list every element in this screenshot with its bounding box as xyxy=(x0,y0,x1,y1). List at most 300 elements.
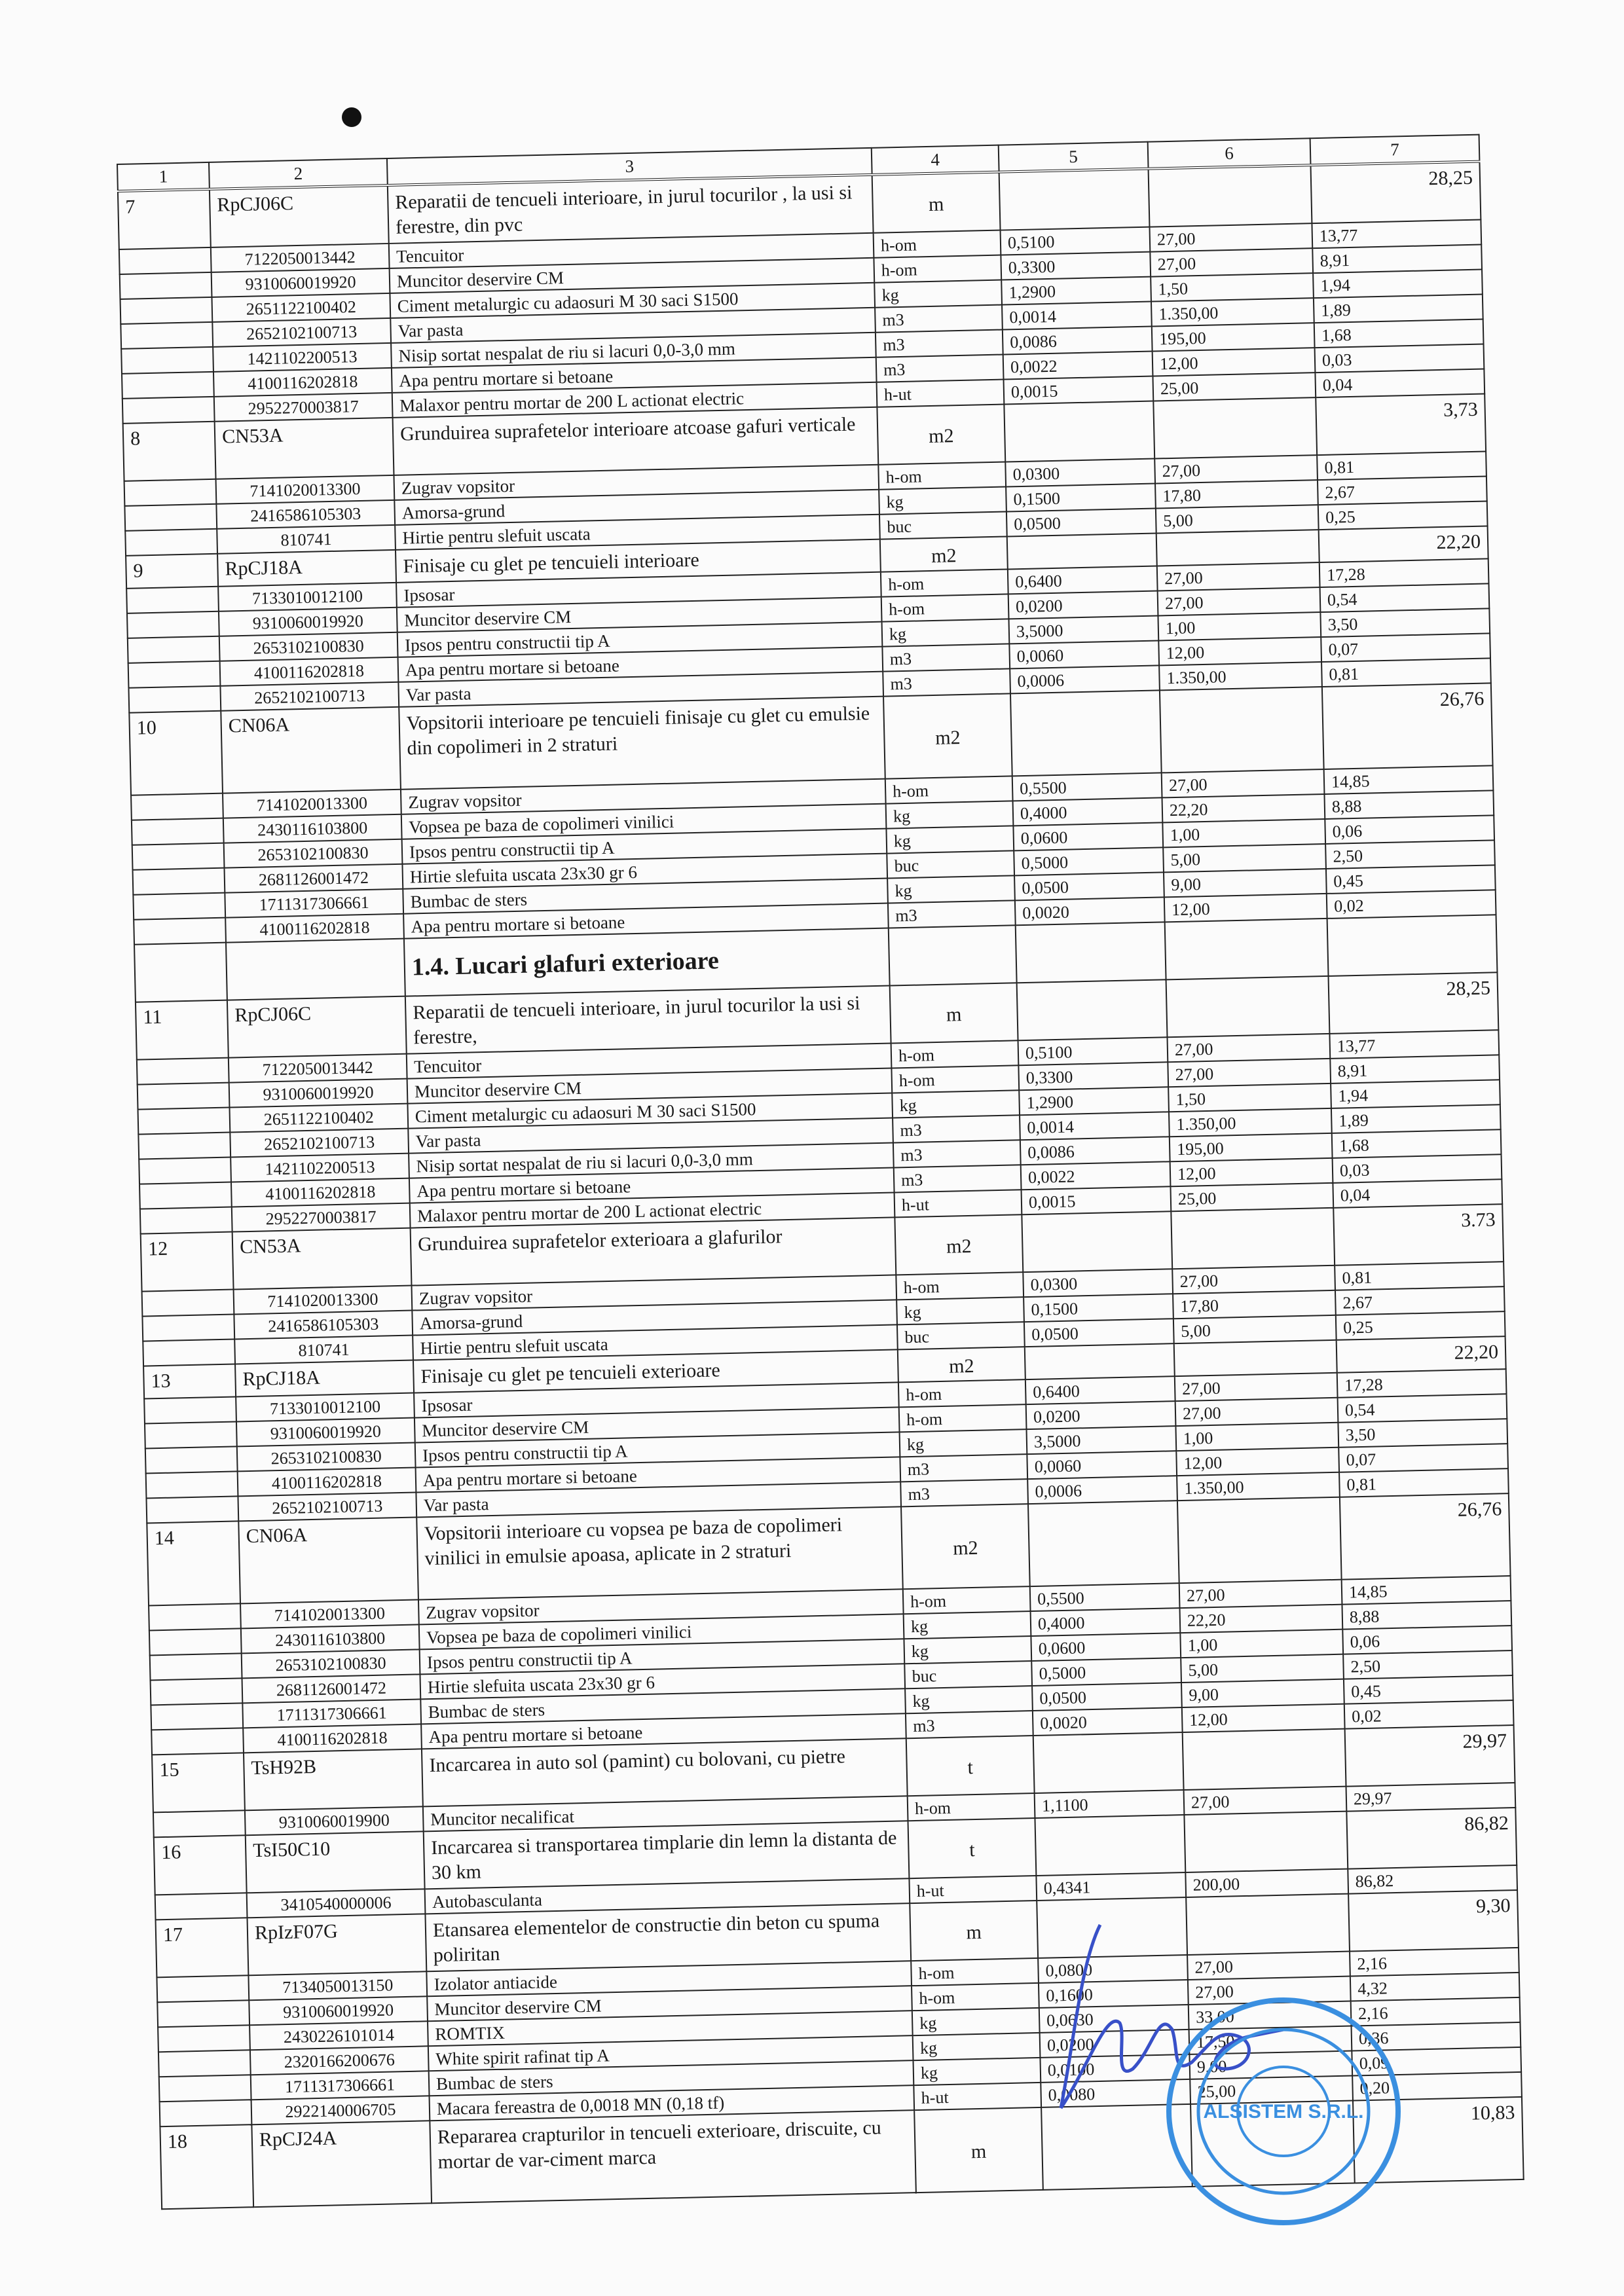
resource-unit: kg xyxy=(913,2058,1041,2085)
empty-cell xyxy=(1160,687,1324,773)
resource-name: Muncitor necalificat xyxy=(423,1796,908,1831)
item-code: RpCJ18A xyxy=(235,1360,414,1397)
item-total: 28,25 xyxy=(1329,972,1499,1034)
item-unit: t xyxy=(908,1818,1037,1878)
resource-value: 2,16 xyxy=(1350,1948,1519,1977)
item-unit: t xyxy=(906,1736,1035,1796)
resource-code: 2652102100713 xyxy=(212,318,391,347)
empty-cell xyxy=(1149,165,1312,227)
resource-code: 2653102100830 xyxy=(242,1649,420,1678)
empty-cell xyxy=(1035,1815,1185,1876)
resource-unit: h-om xyxy=(896,1272,1024,1300)
resource-value: 2,50 xyxy=(1325,840,1495,869)
empty-cell xyxy=(1184,1812,1348,1872)
resource-price: 12,00 xyxy=(1182,1704,1345,1732)
resource-unit: h-ut xyxy=(877,380,1005,407)
empty-cell xyxy=(120,322,213,349)
empty-cell xyxy=(143,1339,235,1366)
resource-code: 7133010012100 xyxy=(218,583,397,611)
empty-cell xyxy=(1022,1211,1172,1272)
resource-unit: m3 xyxy=(888,900,1016,928)
resource-quantity: 0,5100 xyxy=(1018,1037,1168,1065)
empty-cell xyxy=(119,247,212,274)
item-code: TsI50C10 xyxy=(246,1831,425,1893)
item-code: RpCJ06C xyxy=(227,996,407,1058)
item-unit: m xyxy=(910,1901,1038,1961)
resource-quantity: 0,0500 xyxy=(1014,872,1164,900)
resource-name: Muncitor deservire CM xyxy=(397,597,882,632)
punch-hole xyxy=(342,107,361,127)
resource-price: 1.350,00 xyxy=(1177,1472,1340,1501)
empty-cell xyxy=(149,1628,242,1655)
resource-unit: kg xyxy=(874,280,1002,308)
empty-cell xyxy=(889,925,1017,985)
resource-value: 1,94 xyxy=(1313,270,1483,299)
resource-name: Apa pentru mortare si betoane xyxy=(421,1713,906,1749)
resource-unit: kg xyxy=(905,1686,1033,1713)
empty-cell xyxy=(153,1810,246,1837)
resource-name: Malaxor pentru mortar de 200 L actionat electric xyxy=(410,1192,895,1228)
empty-cell xyxy=(158,2025,250,2052)
resource-price: 195,00 xyxy=(1152,323,1315,351)
resource-value: 0,25 xyxy=(1336,1311,1505,1340)
resource-quantity: 0,0022 xyxy=(1003,352,1153,380)
resource-unit: h-ut xyxy=(909,1876,1037,1903)
column-number: 7 xyxy=(1310,135,1480,166)
resource-code: 7141020013300 xyxy=(240,1599,419,1628)
resource-name: Var pasta xyxy=(408,1118,893,1153)
column-number: 5 xyxy=(999,142,1149,172)
resource-price: 9,00 xyxy=(1164,869,1327,897)
column-number: 2 xyxy=(209,158,388,189)
resource-code: 7141020013300 xyxy=(234,1286,413,1315)
item-total: 9,30 xyxy=(1348,1890,1519,1952)
empty-cell xyxy=(1004,401,1154,462)
resource-code: 4100116202818 xyxy=(225,914,404,943)
item-number: 10 xyxy=(129,711,223,795)
resource-price: 17,80 xyxy=(1155,480,1318,508)
resource-quantity: 0,0600 xyxy=(1013,822,1163,850)
resource-quantity: 0,0500 xyxy=(1024,1319,1174,1347)
empty-cell xyxy=(127,611,219,638)
resource-code: 7122050013442 xyxy=(211,244,390,272)
resource-code: 2430226101014 xyxy=(249,2021,428,2050)
resource-name: Nisip sortat nespalat de riu si lacuri 0,0-3,0 mm xyxy=(409,1142,894,1178)
resource-price: 27,00 xyxy=(1157,562,1320,591)
item-unit: m xyxy=(914,2107,1043,2193)
resource-price: 22,20 xyxy=(1180,1605,1343,1633)
resource-price: 1.350,00 xyxy=(1169,1108,1332,1137)
resource-name: Bumbac de sters xyxy=(420,1688,906,1724)
empty-cell xyxy=(133,893,225,920)
empty-cell xyxy=(134,918,226,945)
empty-cell xyxy=(1025,1343,1175,1379)
resource-code: 1711317306661 xyxy=(242,1699,421,1728)
resource-code: 7122050013442 xyxy=(229,1054,407,1083)
resource-quantity: 0,0200 xyxy=(1026,1401,1176,1429)
resource-value: 0,45 xyxy=(1326,865,1496,894)
item-description: Incarcarea si transportarea timplarie din lemn la distanta de 30 km xyxy=(424,1821,910,1889)
item-number: 15 xyxy=(152,1753,245,1812)
empty-cell xyxy=(145,1421,237,1448)
resource-price: 27,00 xyxy=(1168,1059,1331,1087)
resource-price: 22,20 xyxy=(1162,794,1325,822)
resource-quantity: 1,1100 xyxy=(1035,1790,1185,1818)
resource-value: 0,81 xyxy=(1335,1262,1504,1290)
resource-name: Zugrav vopsitor xyxy=(401,779,886,814)
empty-cell xyxy=(1010,690,1162,776)
item-unit: m2 xyxy=(901,1504,1030,1589)
item-code: CN06A xyxy=(238,1517,418,1603)
resource-name: Tencuitor xyxy=(389,233,874,268)
resource-price: 1.350,00 xyxy=(1151,298,1314,326)
resource-quantity: 0,0800 xyxy=(1038,1955,1188,1983)
resource-name: Zugrav vopsitor xyxy=(411,1275,896,1310)
resource-name: Nisip sortat nespalat de riu si lacuri 0,0-3,0 mm xyxy=(391,333,876,368)
resource-quantity: 0,0086 xyxy=(1003,327,1153,355)
item-code: RpCJ06C xyxy=(210,185,389,247)
resource-name: Bumbac de sters xyxy=(429,2060,914,2096)
resource-quantity: 0,0014 xyxy=(1002,302,1152,330)
resource-unit: m3 xyxy=(882,644,1010,671)
resource-name: Apa pentru mortare si betoane xyxy=(409,1167,895,1203)
empty-cell xyxy=(146,1496,238,1523)
resource-unit: h-ut xyxy=(895,1190,1022,1217)
empty-cell xyxy=(139,1182,232,1209)
resource-name: Vopsea pe baza de copolimeri vinilici xyxy=(401,804,887,839)
estimate-sheet xyxy=(117,134,1523,2210)
resource-value: 1,89 xyxy=(1314,295,1483,323)
resource-quantity: 0,4000 xyxy=(1013,797,1163,826)
empty-cell xyxy=(151,1678,243,1705)
resource-name: Muncitor deservire CM xyxy=(427,1986,912,2021)
item-unit: m2 xyxy=(895,1214,1023,1275)
resource-code: 7134050013150 xyxy=(248,1971,427,2000)
item-unit: m2 xyxy=(898,1347,1025,1382)
resource-quantity: 0,1600 xyxy=(1039,1980,1189,2008)
resource-quantity: 0,5000 xyxy=(1031,1658,1181,1686)
empty-cell xyxy=(158,2050,251,2077)
empty-cell xyxy=(144,1396,236,1423)
resource-quantity: 0,0006 xyxy=(1027,1476,1177,1504)
resource-code: 2681126001472 xyxy=(242,1674,421,1703)
resource-price: 200,00 xyxy=(1185,1869,1348,1897)
item-unit: m2 xyxy=(880,536,1008,572)
resource-name: Zugrav vopsitor xyxy=(418,1589,904,1624)
resource-code: 2652102100713 xyxy=(220,682,399,711)
resource-code: 4100116202818 xyxy=(213,368,392,397)
item-code: RpCJ24A xyxy=(251,2121,432,2207)
item-number: 13 xyxy=(143,1364,236,1398)
resource-name: Muncitor deservire CM xyxy=(415,1407,900,1442)
resource-unit: buc xyxy=(904,1661,1032,1688)
resource-value: 29,97 xyxy=(1346,1783,1516,1812)
resource-name: Hirtie pentru slefuit uscata xyxy=(395,515,880,550)
resource-code: 9310060019900 xyxy=(245,1806,424,1835)
resource-quantity: 0,0200 xyxy=(1040,2030,1190,2058)
resource-unit: kg xyxy=(892,1090,1020,1118)
empty-cell xyxy=(151,1728,244,1755)
resource-code: 1711317306661 xyxy=(251,2071,430,2100)
resource-unit: m3 xyxy=(875,305,1003,333)
item-total: 28,25 xyxy=(1310,162,1481,224)
empty-cell xyxy=(120,272,212,299)
empty-cell xyxy=(132,843,225,870)
resource-code: 1711317306661 xyxy=(225,889,403,918)
item-total: 3,73 xyxy=(1316,394,1486,456)
resource-unit: kg xyxy=(896,1297,1024,1324)
resource-unit: buc xyxy=(879,511,1007,539)
item-description: Vopsitorii interioare cu vopsea pe baza de copolimeri vinilici in emulsie apoasa, aplicate in 2 straturi xyxy=(416,1506,903,1599)
resource-value: 0,06 xyxy=(1325,815,1494,844)
empty-cell xyxy=(125,529,217,556)
resource-name: Amorsa-grund xyxy=(412,1300,897,1335)
resource-price: 5,00 xyxy=(1181,1654,1344,1683)
empty-cell xyxy=(1033,1732,1184,1793)
resource-value: 0,45 xyxy=(1344,1675,1513,1704)
resource-value: 0,03 xyxy=(1315,344,1485,373)
resource-code: 3410540000006 xyxy=(247,1889,426,1918)
resource-name: Malaxor pentru mortar de 200 L actionat electric xyxy=(392,382,877,418)
resource-unit: m3 xyxy=(906,1711,1033,1738)
resource-unit: h-om xyxy=(874,255,1001,283)
resource-quantity: 0,0500 xyxy=(1032,1683,1182,1711)
resource-name: Hirtie slefuita uscata 23x30 gr 6 xyxy=(420,1664,905,1699)
empty-cell xyxy=(149,1603,241,1630)
resource-name: White spirit rafinat tip A xyxy=(428,2035,913,2071)
resource-unit: h-om xyxy=(874,230,1001,258)
item-code: CN53A xyxy=(232,1228,412,1290)
resource-name: Ipsosar xyxy=(396,572,881,608)
resource-quantity: 0,1500 xyxy=(1024,1294,1173,1322)
empty-cell xyxy=(138,1083,230,1110)
resource-unit: buc xyxy=(887,850,1014,878)
resource-quantity: 0,0020 xyxy=(1033,1707,1183,1736)
empty-cell xyxy=(121,347,213,374)
resource-unit: h-om xyxy=(898,1379,1026,1407)
resource-price: 27,00 xyxy=(1184,1787,1347,1815)
item-description: Vopsitorii interioare pe tencuieli finisaje cu glet cu emulsie din copolimeri in 2 straturi xyxy=(399,697,885,790)
resource-name: Muncitor deservire CM xyxy=(407,1068,893,1104)
resource-unit: kg xyxy=(904,1636,1031,1664)
estimate-table xyxy=(117,134,1524,2210)
empty-cell xyxy=(128,636,220,663)
resource-price: 1,50 xyxy=(1151,273,1314,301)
resource-price: 1,00 xyxy=(1162,819,1325,847)
empty-cell xyxy=(134,943,227,1002)
resource-quantity: 0,0500 xyxy=(1006,509,1156,537)
resource-price: 27,00 xyxy=(1175,1373,1338,1401)
empty-cell xyxy=(1171,1208,1335,1269)
resource-price: 9,00 xyxy=(1189,2051,1352,2079)
item-description: Grunduirea suprafetelor exterioara a glafurilor xyxy=(411,1217,896,1285)
resource-value: 4,32 xyxy=(1350,1973,1520,2001)
item-unit: m2 xyxy=(883,693,1012,778)
empty-cell xyxy=(137,1058,229,1085)
resource-code: 2430116103800 xyxy=(241,1624,420,1653)
resource-quantity: 1,2900 xyxy=(1001,277,1151,305)
resource-value: 0,81 xyxy=(1339,1468,1509,1497)
resource-unit: buc xyxy=(897,1322,1025,1349)
resource-name: Apa pentru mortare si betoane xyxy=(403,903,889,939)
empty-cell xyxy=(126,587,219,613)
item-code: CN53A xyxy=(215,418,394,479)
item-number: 16 xyxy=(154,1835,247,1895)
resource-quantity: 1,2900 xyxy=(1019,1087,1169,1115)
resource-value: 3,50 xyxy=(1320,608,1490,637)
empty-cell xyxy=(1183,1729,1346,1790)
resource-name: Var pasta xyxy=(416,1482,901,1517)
resource-value: 0,07 xyxy=(1338,1444,1508,1472)
resource-code: 2430116103800 xyxy=(223,814,402,843)
resource-name: Hirtie slefuita uscata 23x30 gr 6 xyxy=(402,854,887,889)
resource-quantity: 0,3300 xyxy=(1001,252,1151,280)
resource-code: 4100116202818 xyxy=(238,1468,416,1497)
resource-price: 1,00 xyxy=(1175,1423,1338,1451)
resource-quantity: 0,0014 xyxy=(1020,1112,1170,1140)
resource-name: Muncitor deservire CM xyxy=(390,258,875,293)
resource-price: 33,00 xyxy=(1189,2001,1352,2030)
resource-price: 25,00 xyxy=(1153,373,1316,401)
resource-code: 2653102100830 xyxy=(224,839,403,868)
resource-name: ROMTIX xyxy=(428,2011,913,2046)
resource-unit: kg xyxy=(886,826,1014,853)
resource-name: Apa pentru mortare si betoane xyxy=(398,647,883,682)
resource-quantity: 0,5100 xyxy=(1001,227,1151,255)
resource-unit: m3 xyxy=(876,330,1003,357)
resource-value: 0,20 xyxy=(1352,2072,1522,2101)
resource-quantity: 0,1500 xyxy=(1006,484,1156,512)
resource-quantity: 0,6400 xyxy=(1025,1376,1175,1404)
resource-unit: kg xyxy=(904,1611,1031,1639)
item-description: Reparatii de tencueli interioare, in jurul tocurilor , la usi si ferestre, din pvc xyxy=(388,175,874,244)
empty-cell xyxy=(1007,533,1157,569)
empty-cell xyxy=(142,1315,234,1341)
resource-code: 2952270003817 xyxy=(232,1203,411,1232)
empty-cell xyxy=(132,818,224,845)
empty-cell xyxy=(160,2100,252,2126)
item-number: 9 xyxy=(126,554,218,589)
resource-quantity: 0,0086 xyxy=(1020,1137,1170,1165)
company-stamp xyxy=(1159,1990,1408,2232)
empty-cell xyxy=(1153,397,1317,458)
resource-name: Var pasta xyxy=(390,308,876,343)
resource-price: 12,00 xyxy=(1153,348,1316,376)
resource-value: 8,88 xyxy=(1342,1601,1511,1630)
resource-value: 0,04 xyxy=(1315,369,1485,398)
resource-value: 0,02 xyxy=(1327,890,1496,919)
resource-name: Ipsos pentru constructii tip A xyxy=(420,1639,905,1674)
resource-value: 1,89 xyxy=(1331,1104,1501,1133)
resource-unit: m3 xyxy=(900,1479,1028,1506)
resource-quantity: 0,0080 xyxy=(1041,2079,1190,2107)
resource-unit: kg xyxy=(882,619,1010,646)
resource-value: 2,67 xyxy=(1318,476,1487,505)
item-number: 12 xyxy=(141,1232,234,1292)
column-number: 6 xyxy=(1148,138,1311,168)
resource-name: Apa pentru mortare si betoane xyxy=(416,1457,901,1492)
resource-value: 0,25 xyxy=(1318,501,1488,530)
resource-value: 0,06 xyxy=(1342,1626,1512,1654)
resource-price: 12,00 xyxy=(1170,1158,1333,1186)
resource-price: 27,00 xyxy=(1188,1977,1351,2005)
resource-unit: h-om xyxy=(891,1065,1019,1093)
resource-quantity: 3,5000 xyxy=(1027,1426,1177,1454)
resource-price: 25,00 xyxy=(1170,1183,1333,1211)
empty-cell xyxy=(151,1703,243,1730)
resource-name: Ipsos pentru constructii tip A xyxy=(402,829,887,864)
resource-price: 27,00 xyxy=(1172,1266,1335,1294)
resource-value: 3,50 xyxy=(1338,1419,1507,1448)
empty-cell xyxy=(1017,979,1168,1040)
resource-unit: m3 xyxy=(894,1165,1022,1192)
item-code: CN06A xyxy=(221,707,401,793)
resource-code: 2653102100830 xyxy=(237,1443,416,1472)
resource-quantity: 0,5500 xyxy=(1012,773,1162,801)
resource-price: 1,00 xyxy=(1180,1630,1343,1658)
resource-code: 2652102100713 xyxy=(230,1129,409,1157)
empty-cell xyxy=(138,1133,231,1159)
section-heading: 1.4. Lucari glafuri exterioare xyxy=(404,928,890,996)
item-number: 7 xyxy=(118,189,211,249)
resource-quantity: 0,4341 xyxy=(1036,1872,1186,1901)
empty-cell xyxy=(131,793,223,820)
resource-price: 1,00 xyxy=(1158,612,1321,640)
empty-cell xyxy=(150,1653,242,1680)
resource-value: 1,94 xyxy=(1331,1080,1500,1108)
resource-value: 2,67 xyxy=(1335,1286,1505,1315)
item-total: 86,82 xyxy=(1346,1808,1517,1869)
resource-quantity: 0,0015 xyxy=(1022,1186,1172,1214)
resource-code: 2653102100830 xyxy=(219,632,398,661)
resource-value: 0,54 xyxy=(1338,1394,1507,1423)
item-total: 26,76 xyxy=(1340,1493,1511,1580)
resource-value: 17,28 xyxy=(1320,558,1489,587)
item-total: 10,83 xyxy=(1353,2097,1524,2183)
resource-value: 17,28 xyxy=(1337,1369,1507,1398)
resource-quantity: 0,0022 xyxy=(1021,1161,1171,1190)
resource-name: Ipsos pentru constructii tip A xyxy=(397,622,883,657)
resource-name: Macara fereastra de 0,0018 MN (0,18 tf) xyxy=(429,2085,914,2121)
resource-price: 27,00 xyxy=(1175,1398,1338,1426)
resource-unit: kg xyxy=(900,1429,1027,1457)
resource-unit: kg xyxy=(879,486,1006,514)
resource-unit: h-ut xyxy=(913,2083,1041,2110)
resource-name: Ipsosar xyxy=(414,1382,899,1417)
item-description: Incarcarea in auto sol (pamint) cu bolovani, cu pietre xyxy=(422,1738,908,1806)
empty-cell xyxy=(146,1471,238,1498)
resource-value: 13,77 xyxy=(1312,220,1481,249)
resource-code: 9310060019920 xyxy=(236,1418,415,1447)
resource-price: 27,00 xyxy=(1179,1580,1342,1608)
resource-code: 2320166200676 xyxy=(250,2046,429,2075)
resource-value: 0,03 xyxy=(1333,1154,1502,1183)
resource-price: 27,00 xyxy=(1158,587,1321,615)
item-number: 11 xyxy=(136,1000,229,1060)
resource-code: 2651122100402 xyxy=(212,293,390,322)
resource-code: 2922140006705 xyxy=(251,2096,430,2124)
item-description: Finisaje cu glet pe tencuieli exterioare xyxy=(413,1349,898,1393)
resource-unit: m3 xyxy=(883,668,1010,696)
resource-price: 5,00 xyxy=(1156,505,1319,533)
resource-code: 7141020013300 xyxy=(223,790,401,818)
resource-value: 14,85 xyxy=(1324,765,1494,794)
item-total: 26,76 xyxy=(1322,683,1493,769)
resource-unit: kg xyxy=(912,2008,1040,2035)
resource-price: 27,00 xyxy=(1150,248,1313,276)
item-unit: m xyxy=(890,983,1018,1043)
resource-name: Tencuitor xyxy=(407,1044,892,1079)
